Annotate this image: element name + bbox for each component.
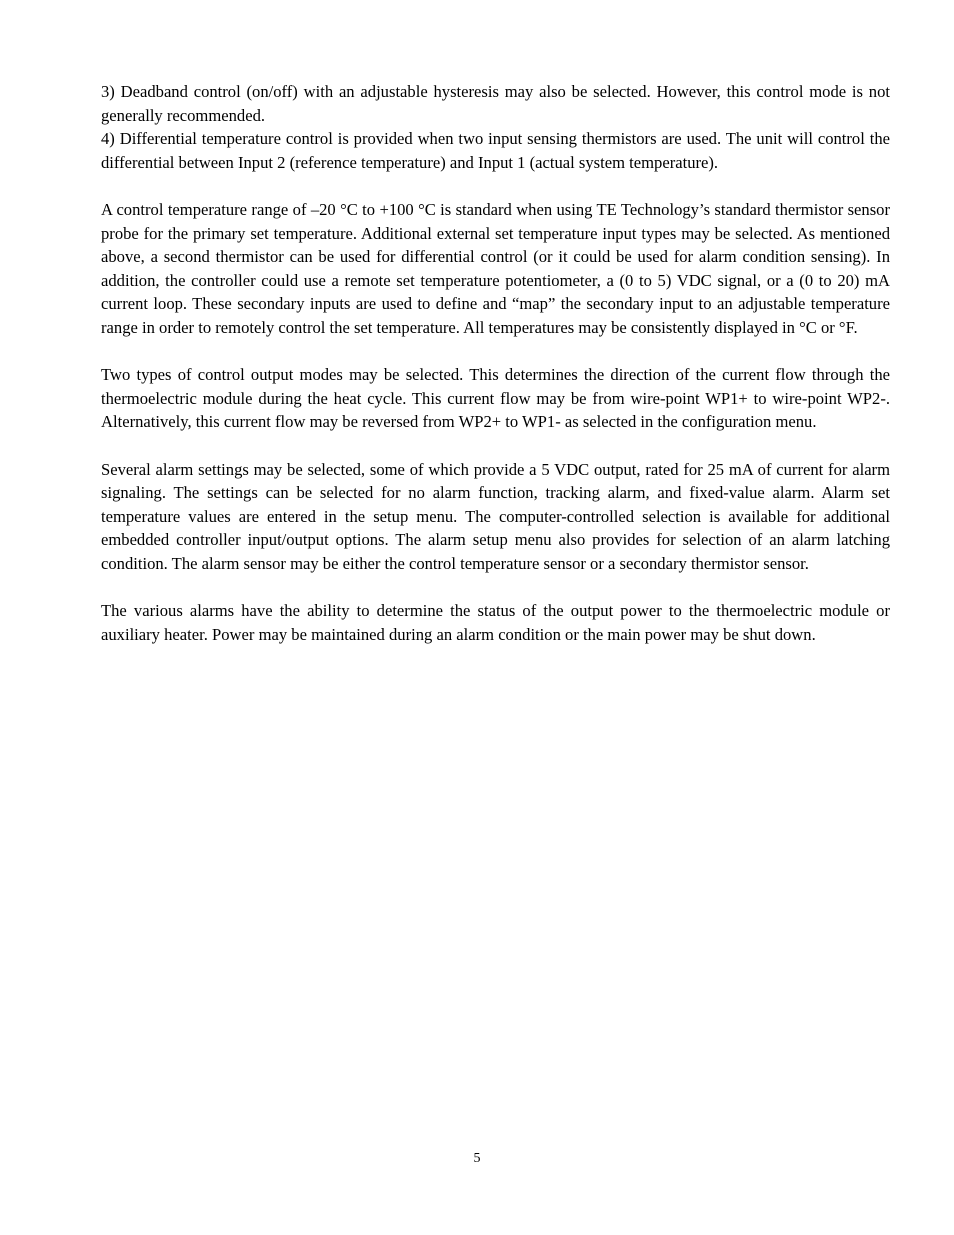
list-item-deadband-control: 3) Deadband control (on/off) with an adjustable hysteresis may also be selected. However, this control mode is not generally recommended. xyxy=(101,82,890,125)
paragraph-alarm-settings: Several alarm settings may be selected, some of which provide a 5 VDC output, rated for 25 mA of current for alarm signaling. The settings can be selected for no alarm function, tracking alarm, and fixed-value alarm. Alarm set temperature values are entered in the setup menu. The computer-controlled selection is available for additional embedded controller input/output options. The alarm setup menu also provides for selection of an alarm latching condition. The alarm sensor may be either the control temperature sensor or a secondary thermistor sensor. xyxy=(101,459,890,573)
list-item-differential-control: 4) Differential temperature control is provided when two input sensing thermistors are used. The unit will control the differential between Input 2 (reference temperature) and Input 1 (actual system temperature). xyxy=(101,129,890,172)
paragraph-alarm-power-status: The various alarms have the ability to determine the status of the output power to the thermoelectric module or auxiliary heater. Power may be maintained during an alarm condition or the main power may be shut down. xyxy=(101,601,890,644)
paragraph-output-modes: Two types of control output modes may be selected. This determines the direction of the current flow through the thermoelectric module during the heat cycle. This current flow may be from wire-point WP1+ to wire-point WP2-. Alternatively, this current flow may be reversed from WP2+ to WP1- as selected in the configuration menu. xyxy=(101,365,890,432)
document-body xyxy=(101,80,890,646)
page-number: 5 xyxy=(473,1151,481,1166)
paragraph-temperature-range: A control temperature range of –20 °C to +100 °C is standard when using TE Technology’s standard thermistor sensor probe for the primary set temperature. Additional external set temperature input types may be selected. As mentioned above, a second thermistor can be used for differential control (or it could be used for alarm condition sensing). In addition, the controller could use a remote set temperature potentiometer, a (0 to 5) VDC signal, or a (0 to 20) mA current loop. These secondary inputs are used to define and “map” the secondary input to an adjustable temperature range in order to remotely control the set temperature. All temperatures may be consistently displayed in °C or °F. xyxy=(101,199,890,337)
